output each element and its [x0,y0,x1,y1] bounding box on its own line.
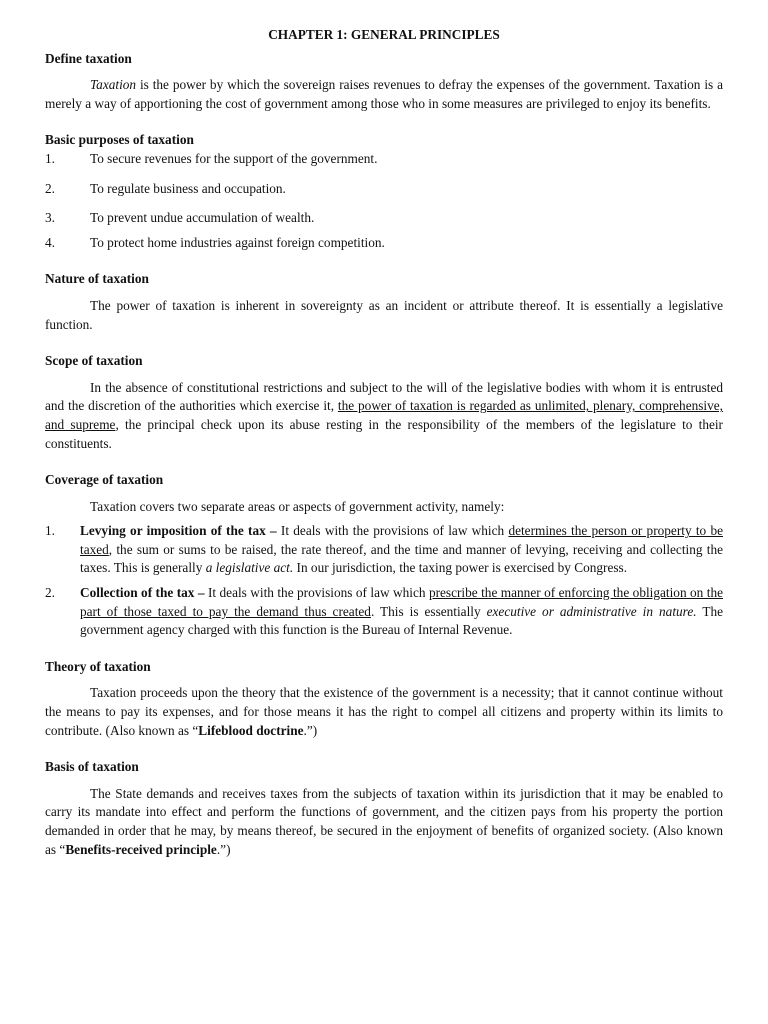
coverage-italic: executive or administrative in nature. [486,603,697,619]
purpose-number: 4. [45,234,55,250]
scope-text-before: In the absence of constitutional restrictions and subject to the will of the legislative bodies with whom it is entrusted and the discretion of the authorities which exercise it, [45,379,723,414]
scope-text-after: , the principal check upon its abuse resting in the responsibility of the members of the legislature to their constituents. [45,416,723,451]
basis-heading: Basis of taxation [45,759,139,775]
basis-paragraph [45,785,723,859]
scope-paragraph [45,379,723,453]
coverage-title: Levying or imposition of the tax – [80,523,277,539]
purpose-item [45,150,723,169]
theory-text-end: .”) [303,722,318,738]
coverage-number: 2. [45,585,55,601]
purpose-text: To secure revenues for the support of the government. [90,150,378,166]
define-term: Taxation [90,77,137,93]
define-text: is the power by which the sovereign raises revenues to defray the expenses of the government. Taxation is a merely a way of apportioning the cost of government among those who in some measures are privileged to enjoy its benefits. [45,77,723,111]
scope-underlined: the power of taxation is regarded as unlimited, plenary, comprehensive, and supreme [45,398,723,432]
purpose-number: 2. [45,180,55,196]
coverage-text: It deals with the provisions of law which [204,585,429,601]
nature-heading: Nature of taxation [45,271,149,287]
coverage-item [45,522,723,578]
purpose-number: 3. [45,210,55,226]
coverage-text: It deals with the provisions of law which [276,523,509,539]
purposes-heading: Basic purposes of taxation [45,132,194,148]
coverage-item [45,584,723,640]
coverage-body [80,584,723,640]
coverage-body [80,522,723,578]
chapter-title: CHAPTER 1: GENERAL PRINCIPLES [268,27,500,42]
purpose-text: To regulate business and occupation. [90,180,286,196]
nature-paragraph: The power of taxation is inherent in sovereignty as an incident or attribute thereof. It is essentially a legislative function. [45,297,723,332]
basis-text: The State demands and receives taxes from the subjects of taxation within its jurisdiction that it may be enabled to carry its mandate into effect and perform the functions of government, and the citizen pays from his property the portion demanded in order that he may, by means thereof, be secured in the enjoyment of benefits of organized society. (Also known as “ [45,785,723,857]
coverage-underlined: determines the person or property to be taxed [80,523,723,557]
scope-heading: Scope of taxation [45,353,143,369]
theory-heading: Theory of taxation [45,658,151,674]
purpose-item [45,180,723,199]
basis-bold: Benefits-received principle [65,841,217,857]
theory-bold: Lifeblood doctrine [198,722,304,738]
coverage-intro: Taxation covers two separate areas or aspects of government activity, namely: [90,498,505,514]
define-heading: Define taxation [45,50,132,66]
coverage-italic: a legislative act. [205,560,294,576]
coverage-title: Collection of the tax – [80,585,205,601]
coverage-text: , the sum or sums to be raised, the rate thereof, and the time and manner of levying, receiving and collecting the taxes. This is generally [80,541,723,576]
purpose-number: 1. [45,150,55,166]
basis-text-end: .”) [216,841,231,857]
coverage-number: 1. [45,523,55,539]
theory-text: Taxation proceeds upon the theory that the existence of the government is a necessity; that it cannot continue without the means to pay its expenses, and for those means it has the right to compel all citizens and property within its limits to contribute. (Also known as “ [45,685,723,738]
coverage-text: In our jurisdiction, the taxing power is exercised by Congress. [293,560,628,576]
define-paragraph [45,76,723,113]
purpose-item [45,209,723,228]
coverage-text: . This is essentially [370,603,487,619]
coverage-heading: Coverage of taxation [45,472,164,488]
purpose-text: To protect home industries against foreign competition. [90,234,385,250]
purpose-item [45,234,723,253]
coverage-underlined: prescribe the manner of enforcing the obligation on the part of those taxed to pay the demand thus created [80,585,723,619]
theory-paragraph [45,684,723,740]
purpose-text: To prevent undue accumulation of wealth. [90,210,315,226]
coverage-text: The government agency charged with this function is the Bureau of Internal Revenue. [80,603,723,638]
